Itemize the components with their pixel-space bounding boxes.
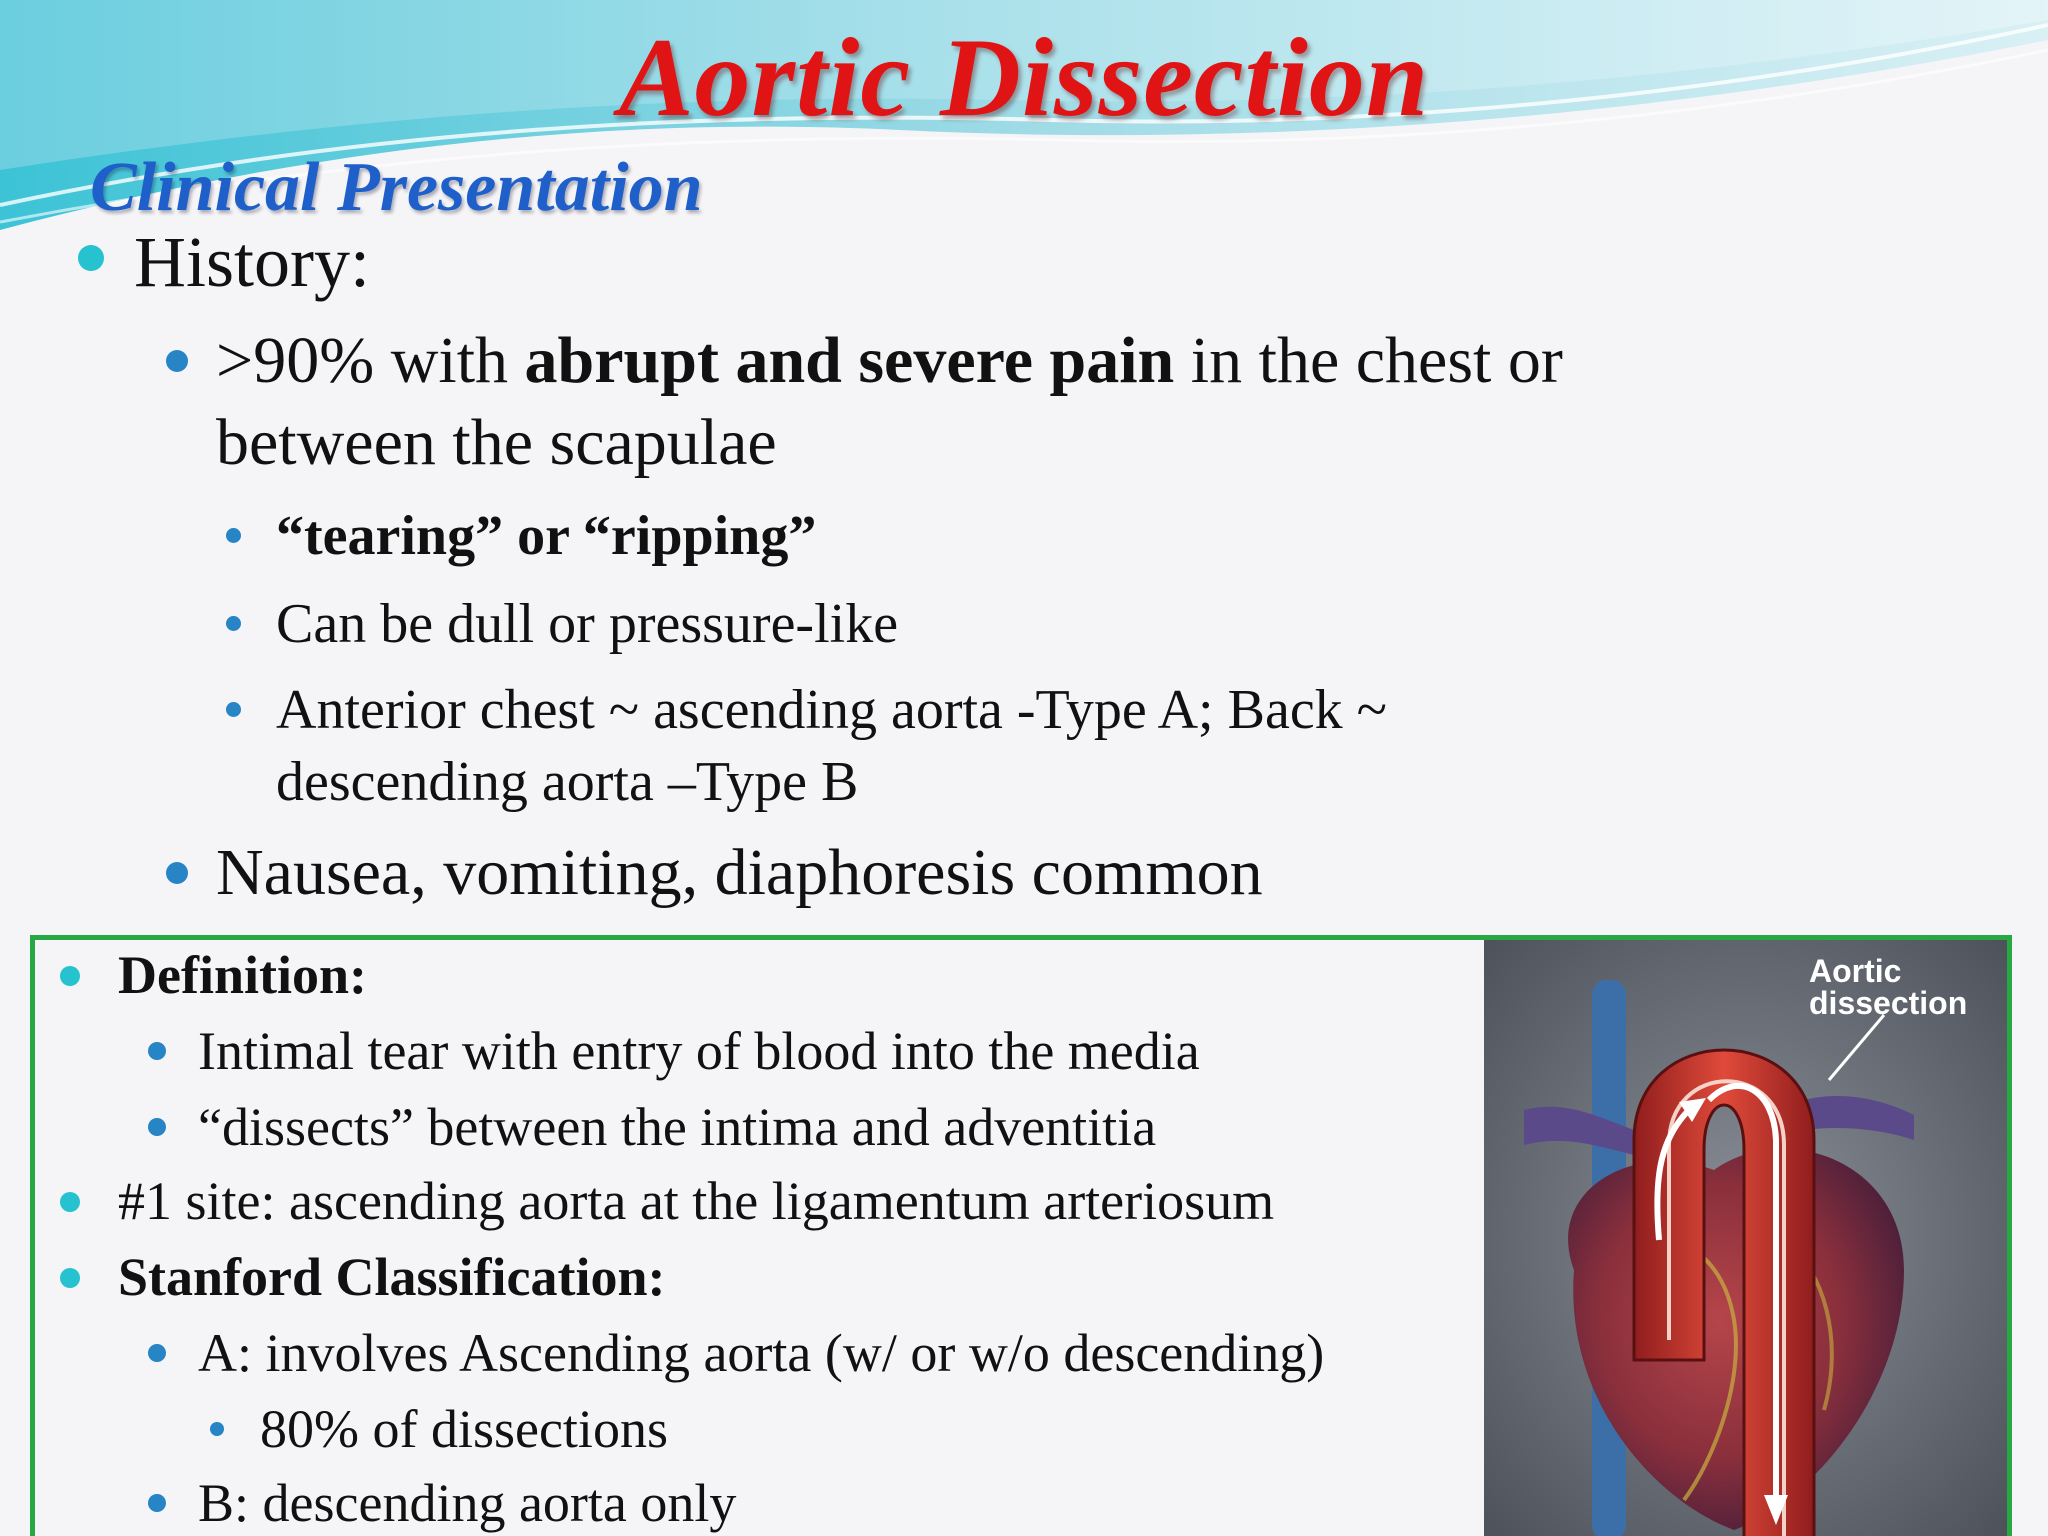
classification-heading: Stanford Classification: [118,1247,666,1307]
bullet-icon [148,1118,166,1136]
pain-suffix: in the chest or between the scapulae [216,324,1563,479]
bullet-icon [210,1422,224,1436]
definition-item: Intimal tear with entry of blood into the media [198,1021,1200,1081]
definition-item: “dissects” between the intima and adventitia [198,1097,1157,1157]
heart-aorta-image [1484,940,2007,1536]
slide-subtitle: Clinical Presentation [90,149,703,226]
definition-heading: Definition: [118,945,367,1005]
slide-title: Aortic Dissection [618,16,1430,140]
associated-symptoms: Nausea, vomiting, diaphoresis common [216,836,1263,909]
bullet-icon [226,616,241,631]
bullet-icon [148,1042,166,1060]
bullet-icon [166,862,188,884]
type-a-detail: 80% of dissections [260,1399,668,1459]
bullet-icon [148,1344,166,1362]
pain-detail-item: Anterior chest ~ ascending aorta -Type A; Back ~ descending aorta –Type B [276,679,1387,813]
pain-emphasis: abrupt and severe pain [524,324,1175,397]
pain-description [216,320,1736,484]
pain-detail-item: Can be dull or pressure-like [276,593,899,655]
pain-detail-item: “tearing” or “ripping” [276,505,817,567]
history-heading: History: [134,222,371,302]
primary-site: #1 site: ascending aorta at the ligamentum arteriosum [118,1171,1275,1231]
classification-type-a: A: involves Ascending aorta (w/ or w/o descending) [198,1323,1325,1383]
figure-label: Aortic [1809,953,1902,989]
bullet-icon [60,966,80,986]
bullet-icon [226,702,241,717]
bullet-icon [78,245,104,271]
figure-label: dissection [1809,985,1968,1021]
bullet-icon [148,1494,166,1512]
classification-type-b: B: descending aorta only [198,1473,737,1533]
pain-prefix: >90% with [216,324,525,397]
bullet-icon [60,1268,80,1288]
bullet-icon [60,1192,80,1212]
aortic-dissection-illustration [1484,940,2007,1536]
bullet-icon [166,350,188,372]
bullet-icon [226,528,241,543]
